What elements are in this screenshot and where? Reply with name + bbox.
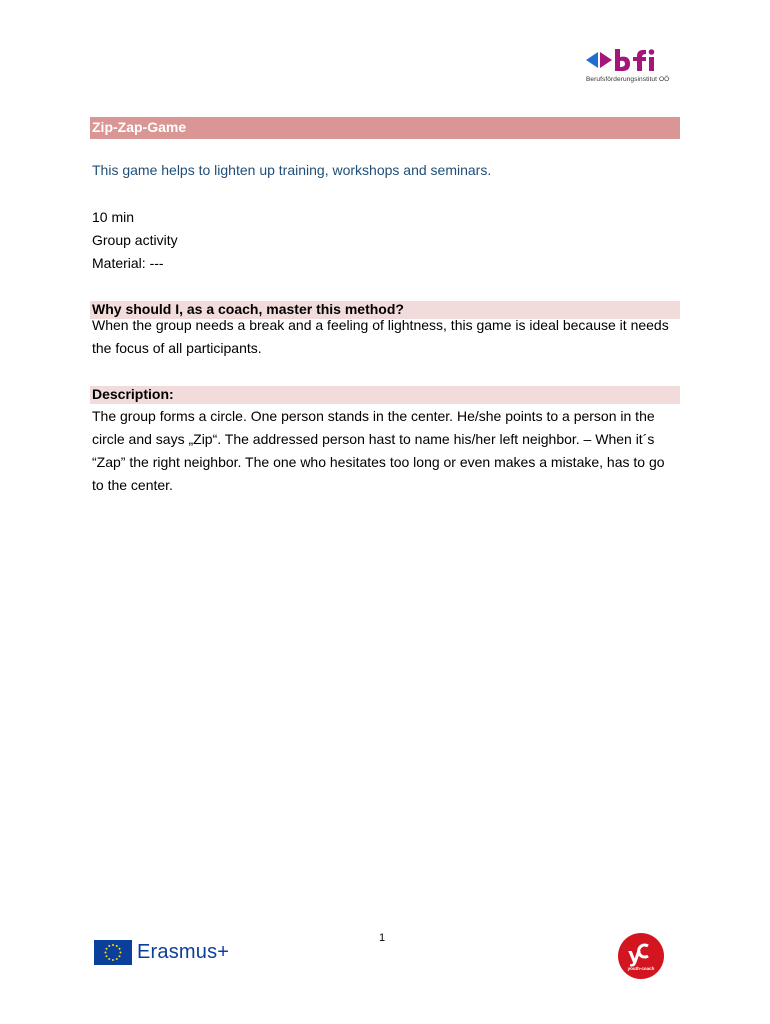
erasmus-logo — [94, 940, 234, 966]
youth-coach-logo-mark — [617, 932, 665, 980]
why-section-heading: Why should I, as a coach, master this method? — [92, 301, 404, 317]
description-line-4: to the center. — [92, 477, 173, 493]
description-line-2: circle and says „Zip“. The addressed person hast to name his/her left neighbor. – When it´s — [92, 431, 655, 447]
youth-coach-logo — [617, 932, 665, 980]
description-heading: Description: — [92, 386, 174, 402]
intro-text: This game helps to lighten up training, workshops and seminars. — [92, 162, 492, 178]
eu-flag-icon — [94, 940, 132, 965]
why-line-2: the focus of all participants. — [92, 340, 262, 356]
why-line-1: When the group needs a break and a feeling of lightness, this game is ideal because it needs — [92, 317, 669, 333]
page-title: Zip-Zap-Game — [92, 119, 187, 135]
youth-coach-label: youth-coach — [627, 966, 655, 971]
erasmus-label: Erasmus+ — [137, 941, 230, 963]
activity-type-text: Group activity — [92, 232, 178, 248]
bfi-logo — [584, 48, 684, 88]
description-body — [92, 405, 692, 497]
page-number: 1 — [379, 932, 386, 944]
why-section-body — [92, 314, 692, 360]
description-heading-bar — [90, 386, 680, 404]
bfi-logo-mark — [584, 48, 680, 76]
duration-text: 10 min — [92, 209, 135, 225]
description-line-3: “Zap” the right neighbor. The one who hesitates too long or even makes a mistake, has to go — [92, 454, 665, 470]
material-text: Material: --- — [92, 255, 164, 271]
svg-text:y: y — [628, 943, 642, 967]
description-line-1: The group forms a circle. One person stands in the center. He/she points to a person in the — [92, 408, 655, 424]
title-bar — [90, 117, 680, 139]
bfi-logo-caption: Berufsförderungsinstitut OÖ — [586, 76, 670, 83]
